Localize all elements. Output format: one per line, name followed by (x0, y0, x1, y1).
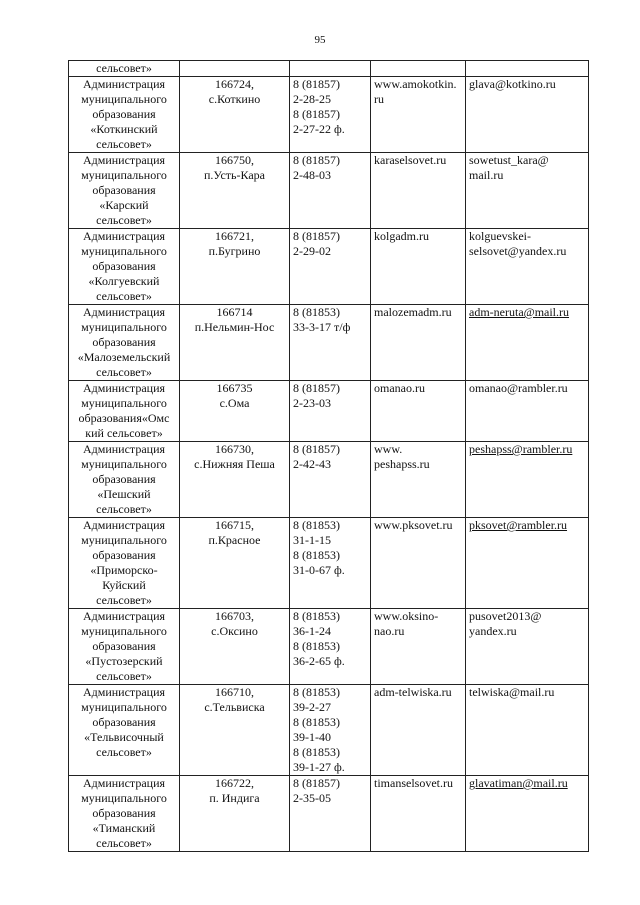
organization-cell: Администрация муниципального образования «Приморско- Куйский сельсовет» (69, 518, 180, 609)
address-cell: 166714 п.Нельмин-Нос (180, 305, 290, 381)
phone-cell: 8 (81853) 33-3-17 т/ф (290, 305, 371, 381)
email-cell: omanao@rambler.ru (466, 381, 589, 442)
table-row (69, 61, 589, 77)
address-cell: 166703, с.Оксино (180, 609, 290, 685)
phone-cell: 8 (81857) 2-42-43 (290, 442, 371, 518)
website-cell: www.amokotkin. ru (371, 77, 466, 153)
phone-cell: 8 (81853) 36-1-24 8 (81853) 36-2-65 ф. (290, 609, 371, 685)
table-row (69, 518, 589, 609)
email-cell: pusovet2013@ yandex.ru (466, 609, 589, 685)
organization-cell: Администрация муниципального образования «Малоземельский сельсовет» (69, 305, 180, 381)
website-cell: kolgadm.ru (371, 229, 466, 305)
website-cell: adm-telwiska.ru (371, 685, 466, 776)
phone-cell: 8 (81853) 39-2-27 8 (81853) 39-1-40 8 (81853) 39-1-27 ф. (290, 685, 371, 776)
table-row (69, 77, 589, 153)
table-row (69, 685, 589, 776)
website-cell: malozemadm.ru (371, 305, 466, 381)
email-cell: adm-neruta@mail.ru (466, 305, 589, 381)
email-cell: glavatiman@mail.ru (466, 776, 589, 852)
address-cell: 166715, п.Красное (180, 518, 290, 609)
phone-cell: 8 (81857) 2-23-03 (290, 381, 371, 442)
email-cell: glava@kotkino.ru (466, 77, 589, 153)
website-cell: omanao.ru (371, 381, 466, 442)
phone-cell: 8 (81857) 2-29-02 (290, 229, 371, 305)
website-cell: karaselsovet.ru (371, 153, 466, 229)
table-row (69, 381, 589, 442)
address-cell: 166735 с.Ома (180, 381, 290, 442)
address-cell: 166724, с.Коткино (180, 77, 290, 153)
address-cell: 166730, с.Нижняя Пеша (180, 442, 290, 518)
table-row (69, 442, 589, 518)
organization-cell: Администрация муниципального образования «Коткинский сельсовет» (69, 77, 180, 153)
email-cell: kolguevskei- selsovet@yandex.ru (466, 229, 589, 305)
website-cell: www.pksovet.ru (371, 518, 466, 609)
phone-cell: 8 (81857) 2-35-05 (290, 776, 371, 852)
address-cell: 166722, п. Индига (180, 776, 290, 852)
phone-cell: 8 (81857) 2-48-03 (290, 153, 371, 229)
contacts-table (68, 60, 589, 852)
organization-cell: Администрация муниципального образования «Тельвисочный сельсовет» (69, 685, 180, 776)
table-row (69, 609, 589, 685)
website-cell (371, 61, 466, 77)
phone-cell: 8 (81853) 31-1-15 8 (81853) 31-0-67 ф. (290, 518, 371, 609)
organization-cell: сельсовет» (69, 61, 180, 77)
address-cell: 166721, п.Бугрино (180, 229, 290, 305)
table-row (69, 305, 589, 381)
phone-cell: 8 (81857) 2-28-25 8 (81857) 2-27-22 ф. (290, 77, 371, 153)
website-cell: www.oksino- nao.ru (371, 609, 466, 685)
organization-cell: Администрация муниципального образования«Омс кий сельсовет» (69, 381, 180, 442)
organization-cell: Администрация муниципального образования «Карский сельсовет» (69, 153, 180, 229)
address-cell (180, 61, 290, 77)
contacts-table-body (69, 61, 589, 852)
organization-cell: Администрация муниципального образования «Тиманский сельсовет» (69, 776, 180, 852)
email-cell: telwiska@mail.ru (466, 685, 589, 776)
organization-cell: Администрация муниципального образования «Пешский сельсовет» (69, 442, 180, 518)
address-cell: 166750, п.Усть-Кара (180, 153, 290, 229)
organization-cell: Администрация муниципального образования «Пустозерский сельсовет» (69, 609, 180, 685)
email-cell: peshapss@rambler.ru (466, 442, 589, 518)
page-number: 95 (314, 34, 326, 46)
website-cell: timanselsovet.ru (371, 776, 466, 852)
phone-cell (290, 61, 371, 77)
website-cell: www. peshapss.ru (371, 442, 466, 518)
email-cell: sowetust_kara@ mail.ru (466, 153, 589, 229)
organization-cell: Администрация муниципального образования «Колгуевский сельсовет» (69, 229, 180, 305)
table-row (69, 153, 589, 229)
email-cell: pksovet@rambler.ru (466, 518, 589, 609)
email-cell (466, 61, 589, 77)
address-cell: 166710, с.Тельвиска (180, 685, 290, 776)
table-row (69, 229, 589, 305)
table-row (69, 776, 589, 852)
